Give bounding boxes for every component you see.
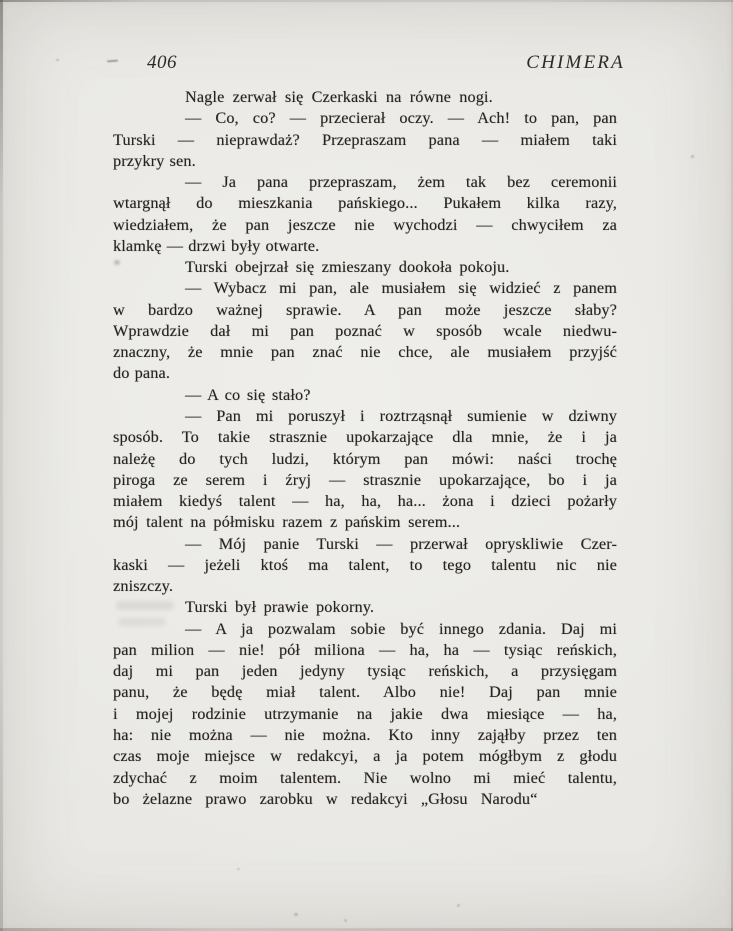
text-line: i mojej rodzinie utrzymanie na jakie dwa miesiące — ha, bbox=[113, 704, 617, 723]
page-number: 406 bbox=[147, 52, 177, 73]
scan-edge-left bbox=[0, 0, 3, 931]
scan-speck bbox=[237, 868, 240, 870]
text-line: zniszczy. bbox=[113, 577, 174, 596]
text-line: ha: nie można — nie można. Kto inny zająłby przez ten bbox=[113, 725, 617, 744]
scan-speck bbox=[691, 155, 694, 158]
text-line: wtargnął do mieszkania pańskiego... Pukałem kilka razy, bbox=[113, 194, 617, 213]
text-line: przykry sen. bbox=[113, 151, 196, 170]
paragraph bbox=[113, 278, 617, 384]
paragraph bbox=[113, 87, 617, 108]
scan-speck bbox=[457, 904, 460, 907]
scan-speck bbox=[344, 919, 347, 922]
text-line: — Pan mi poruszył i roztrząsnął sumienie w dziwny bbox=[185, 406, 617, 425]
text-line: — Co, co? — przecierał oczy. — Ach! to pan, pan bbox=[185, 109, 617, 128]
scan-speck bbox=[294, 913, 298, 916]
text-line: znaczny, że mnie pan znać nie chce, ale musiałem przyjść bbox=[113, 343, 617, 362]
text-line: daj mi pan jeden jedyny tysiąc reńskich, a przysięgam bbox=[113, 662, 617, 681]
text-line: w bardzo ważnej sprawie. A pan może jeszcze słaby? bbox=[113, 300, 617, 319]
text-line: bo żelazne prawo zarobku w redakcyi „Głosu Narodu“ bbox=[113, 789, 538, 808]
running-head bbox=[0, 52, 733, 76]
text-line: Wprawdzie dał mi pan poznać w sposób wcale niedwu- bbox=[113, 321, 617, 340]
text-line: — Wybacz mi pan, ale musiałem się widzieć z panem bbox=[185, 279, 617, 298]
paragraph bbox=[113, 385, 617, 406]
text-line: mój talent na półmisku razem z pańskim serem... bbox=[113, 513, 461, 532]
text-line: — A co się stało? bbox=[185, 385, 311, 404]
text-line: do pana. bbox=[113, 364, 171, 383]
text-line: miałem kiedyś talent — ha, ha, ha... żona i dzieci pożarły bbox=[113, 492, 617, 511]
paragraph bbox=[113, 108, 617, 172]
paragraph bbox=[113, 534, 617, 598]
paragraph bbox=[113, 597, 617, 618]
text-line: sposób. To takie strasznie upokarzające dla mnie, że i ja bbox=[113, 428, 617, 447]
text-line: kaski — jeżeli ktoś ma talent, to tego talentu nic nie bbox=[113, 555, 617, 574]
scan-edge-top bbox=[0, 0, 733, 2]
text-line: — Ja pana przepraszam, żem tak bez ceremonii bbox=[185, 173, 617, 192]
text-line: pan milion — nie! pół miliona — ha, ha — tysiąc reńskich, bbox=[113, 640, 617, 659]
paragraph bbox=[113, 406, 617, 534]
body-text-block bbox=[113, 87, 617, 810]
text-line: czas moje miejsce w redakcyi, a ja potem mógłbym z głodu bbox=[113, 747, 617, 766]
text-line: piroga ze serem i źryj — strasznie upokarzające, bo i ja bbox=[113, 470, 617, 489]
text-line: Nagle zerwał się Czerkaski na równe nogi. bbox=[185, 88, 493, 106]
text-line: wiedziałem, że pan jeszcze nie wychodzi — chwyciłem za bbox=[113, 215, 617, 234]
paragraph bbox=[113, 619, 617, 810]
paragraph bbox=[113, 172, 617, 257]
text-line: panu, że będę miał talent. Albo nie! Daj pan mnie bbox=[113, 683, 617, 702]
text-line: klamkę — drzwi były otwarte. bbox=[113, 236, 320, 255]
text-line: — A ja pozwalam sobie być innego zdania. Daj mi bbox=[185, 619, 617, 638]
text-line: Turski — nieprawdaż? Przepraszam pana — miałem taki bbox=[113, 130, 617, 149]
paragraph bbox=[113, 257, 617, 278]
journal-title: CHIMERA bbox=[526, 52, 625, 73]
text-line: — Mój panie Turski — przerwał opryskliwie Czer- bbox=[185, 534, 617, 553]
text-line: zdychać z moim talentem. Nie wolno mi mieć talentu, bbox=[113, 768, 617, 787]
text-line: Turski był prawie pokorny. bbox=[185, 598, 375, 617]
text-line: należę do tych ludzi, którym pan mówi: naści trochę bbox=[113, 449, 617, 468]
text-line: Turski obejrzał się zmieszany dookoła pokoju. bbox=[185, 258, 510, 277]
